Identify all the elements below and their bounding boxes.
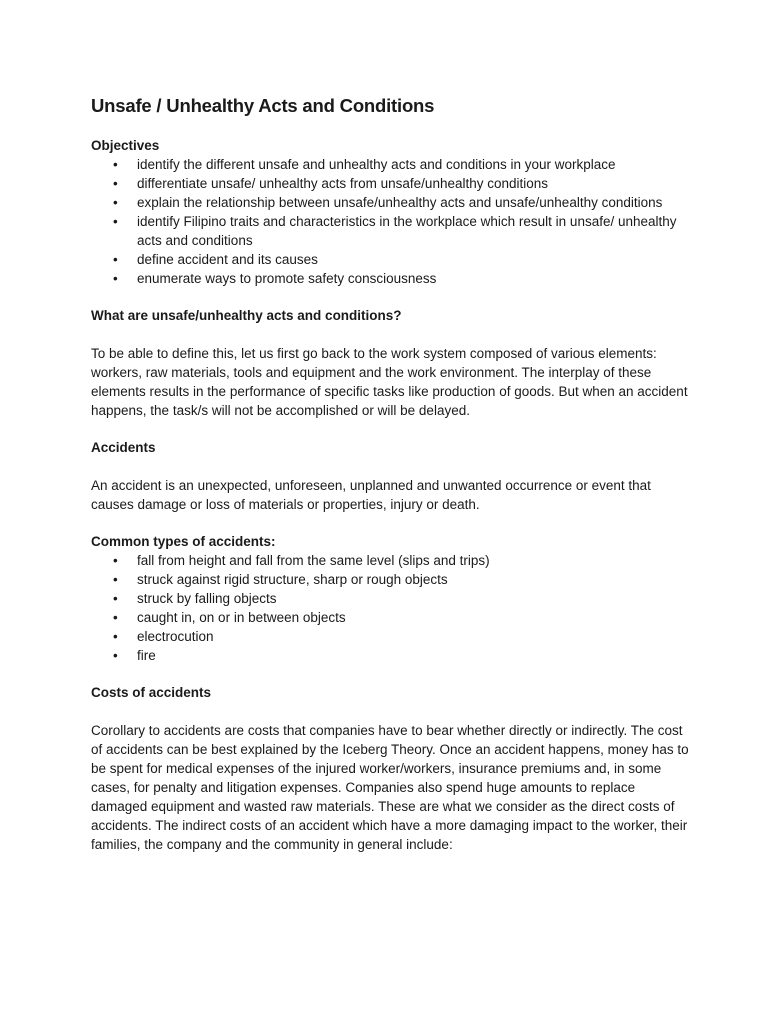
- list-item: • explain the relationship between unsafe/unhealthy acts and unsafe/unhealthy conditions: [113, 195, 663, 210]
- what-are-paragraph: To be able to define this, let us first go back to the work system composed of various elements: workers, raw materials, tools and equipment and the work environment. The interplay of these elements results in the performance of specific tasks like production of goods. But when an accident happens, the task/s will not be accomplished or will be delayed.: [91, 346, 688, 418]
- bullet-icon: •: [113, 591, 118, 606]
- costs-paragraph: Corollary to accidents are costs that companies have to bear whether directly or indirectly. The cost of accidents can be best explained by the Iceberg Theory. Once an accident happens, money has to be spent for medical expenses of the injured worker/workers, insurance premiums and, in some cases, for penalty and litigation expenses. Companies also spend huge amounts to replace damaged equipment and wasted raw materials. These are what we consider as the direct costs of accidents. The indirect costs of an accident which have a more damaging impact to the worker, their families, the company and the community in general include:: [91, 723, 689, 852]
- list-item: • identify the different unsafe and unhealthy acts and conditions in your workplace: [113, 157, 616, 172]
- bullet-icon: •: [113, 629, 118, 644]
- bullet-icon: •: [113, 252, 118, 267]
- list-item: • fire: [113, 648, 156, 663]
- page-title: Unsafe / Unhealthy Acts and Conditions: [91, 95, 435, 116]
- bullet-icon: •: [113, 553, 118, 568]
- list-item: • enumerate ways to promote safety consciousness: [113, 271, 437, 286]
- objectives-list: [91, 155, 691, 288]
- list-item: • define accident and its causes: [113, 252, 318, 267]
- bullet-icon: •: [113, 214, 118, 229]
- costs-heading: Costs of accidents: [91, 685, 212, 700]
- bullet-icon: •: [113, 271, 118, 286]
- accidents-paragraph: An accident is an unexpected, unforeseen, unplanned and unwanted occurrence or event that causes damage or loss of materials or properties, injury or death.: [91, 478, 651, 512]
- bullet-icon: •: [113, 195, 118, 210]
- accidents-heading: Accidents: [91, 440, 156, 455]
- objectives-heading: Objectives: [91, 138, 160, 153]
- bullet-icon: •: [113, 572, 118, 587]
- list-item: • identify Filipino traits and characteristics in the workplace which result in unsafe/ unhealthy acts and conditions: [113, 214, 677, 248]
- bullet-icon: •: [113, 610, 118, 625]
- bullet-icon: •: [113, 157, 118, 172]
- list-item: • fall from height and fall from the same level (slips and trips): [113, 553, 490, 568]
- list-item: • struck by falling objects: [113, 591, 277, 606]
- what-are-heading: What are unsafe/unhealthy acts and conditions?: [91, 308, 402, 323]
- bullet-icon: •: [113, 648, 118, 663]
- common-types-heading: Common types of accidents:: [91, 534, 276, 549]
- bullet-icon: •: [113, 176, 118, 191]
- list-item: • caught in, on or in between objects: [113, 610, 346, 625]
- list-item: • struck against rigid structure, sharp or rough objects: [113, 572, 448, 587]
- common-types-list: [91, 551, 691, 665]
- document-page: [91, 94, 691, 854]
- list-item: • electrocution: [113, 629, 214, 644]
- list-item: • differentiate unsafe/ unhealthy acts from unsafe/unhealthy conditions: [113, 176, 549, 191]
